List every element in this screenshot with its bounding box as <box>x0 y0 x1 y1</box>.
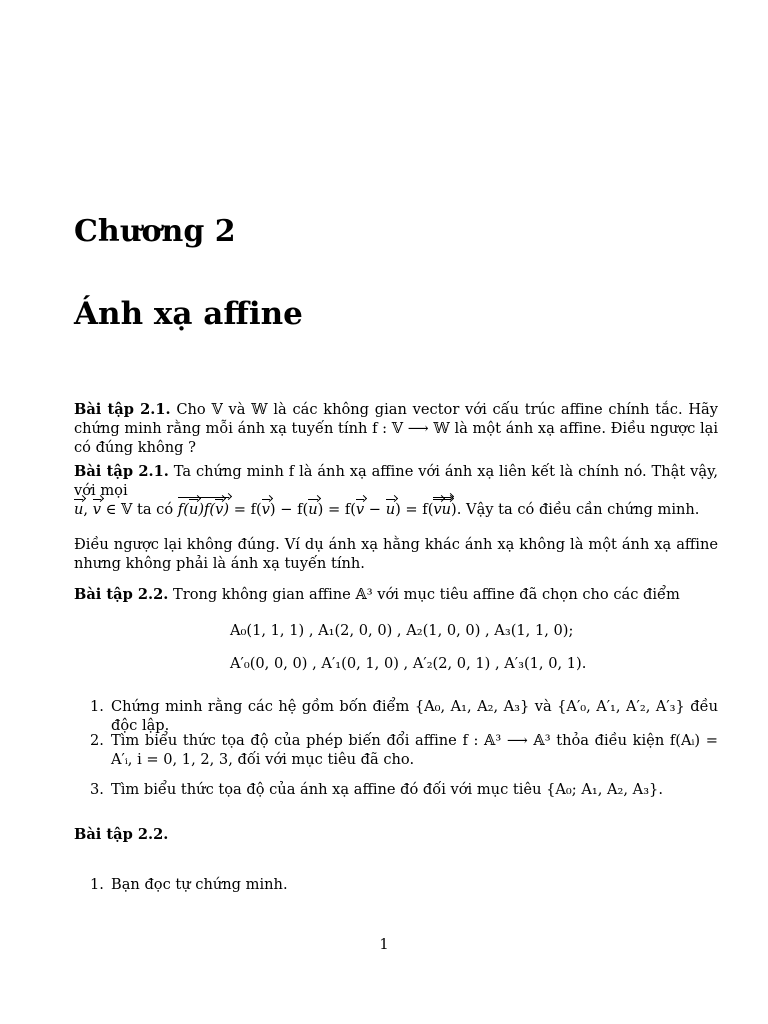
list-item-number: 3. <box>90 781 104 798</box>
exercise-label: Bài tập 2.2. <box>74 586 169 603</box>
solution-2-1 <box>74 462 718 519</box>
points-row-1: A₀(1, 1, 1) , A₁(2, 0, 0) , A₂(1, 0, 0) , A₃(1, 1, 0); <box>230 622 574 639</box>
chapter-heading: Chương 2 <box>74 214 236 249</box>
exercise-2-2 <box>74 585 718 604</box>
list-item-text: Chứng minh rằng các hệ gồm bốn điểm {A₀, A₁, A₂, A₃} và {A′₀, A′₁, A′₂, A′₃} đều độc lập. <box>111 698 718 734</box>
list-item-text: Tìm biểu thức tọa độ của ánh xạ affine đó đối với mục tiêu {A₀; A₁, A₂, A₃}. <box>111 781 663 798</box>
list-item <box>90 780 718 799</box>
list-item <box>90 731 718 769</box>
list-item <box>90 697 718 735</box>
list-item-number: 2. <box>90 732 104 749</box>
exercise-text: Trong không gian affine 𝔸³ với mục tiêu affine đã chọn cho các điểm <box>173 586 680 603</box>
chapter-title: Ánh xạ affine <box>74 296 303 332</box>
exercise-2-1 <box>74 400 718 457</box>
points-row-2: A′₀(0, 0, 0) , A′₁(0, 1, 0) , A′₂(2, 0, 1) , A′₃(1, 0, 1). <box>230 655 587 672</box>
solution-2-1-remark: Điều ngược lại không đúng. Ví dụ ánh xạ hằng khác ánh xạ không là một ánh xạ affine nhưng không phải là ánh xạ tuyến tính. <box>74 536 718 572</box>
solution-formula: u, v ∈ 𝕍 ta có f(u)f(v) = f(v) − f(u) = f(v − u) = f(vu) <box>74 501 457 518</box>
list-item <box>90 875 718 894</box>
list-item-number: 1. <box>90 698 104 715</box>
exercise-text: Cho 𝕍 và 𝕎 là các không gian vector với cấu trúc affine chính tắc. Hãy chứng minh rằng mỗi ánh xạ tuyến tính f : 𝕍 ⟶ 𝕎 là một ánh xạ affine. Điều ngược lại có đúng không ? <box>74 401 718 456</box>
solution-label: Bài tập 2.2. <box>74 826 169 843</box>
solution-text-tail: . Vậy ta có điều cần chứng minh. <box>456 501 700 518</box>
solution-label: Bài tập 2.1. <box>74 463 169 480</box>
solution-2-2 <box>74 825 718 844</box>
exercise-label: Bài tập 2.1. <box>74 401 171 418</box>
page-number: 1 <box>379 936 389 953</box>
list-item-text: Bạn đọc tự chứng minh. <box>111 876 288 893</box>
list-item-text: Tìm biểu thức tọa độ của phép biến đổi affine f : 𝔸³ ⟶ 𝔸³ thỏa điều kiện f(Aᵢ) = A′ᵢ, i = 0, 1, 2, 3, đối với mục tiêu đã cho. <box>111 732 718 768</box>
list-item-number: 1. <box>90 876 104 893</box>
solution-text: Ta chứng minh f là ánh xạ affine với ánh xạ liên kết là chính nó. Thật vậy, với mọi <box>74 463 719 499</box>
